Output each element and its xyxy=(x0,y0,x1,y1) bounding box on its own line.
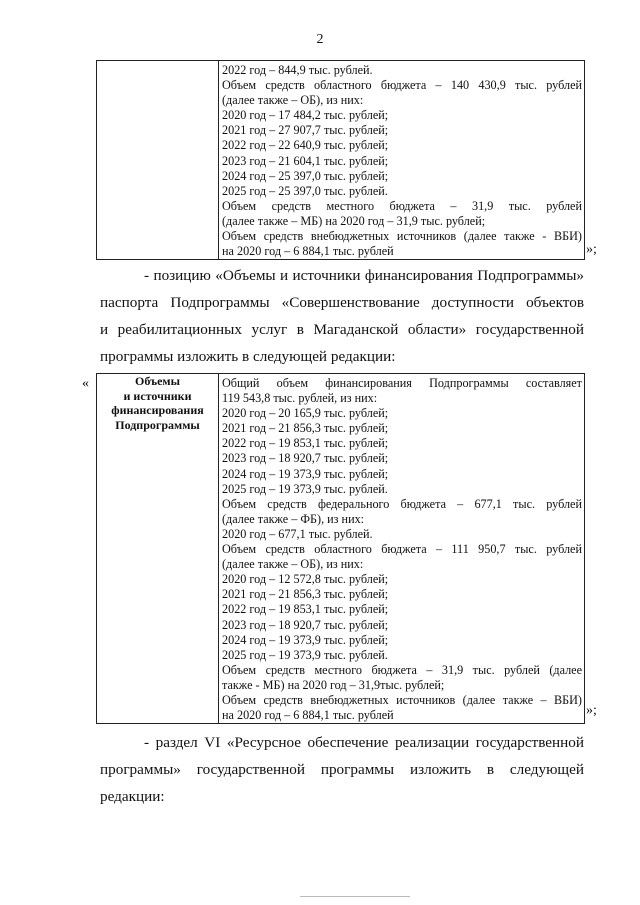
top-line-3: (далее также – ОБ), из них: xyxy=(222,93,364,108)
bottom-line-5: 2022 год – 19 853,1 тыс. рублей; xyxy=(222,436,389,451)
footer-divider xyxy=(300,896,410,897)
bottom-line-22: Объем средств внебюджетных источников (далее также – ВБИ) xyxy=(222,692,582,707)
bottom-line-11: 2020 год – 677,1 тыс. рублей. xyxy=(222,526,373,541)
bottom-line-10: (далее также – ФБ), из них: xyxy=(222,511,365,526)
bottom-line-20: Объем средств местного бюджета – 31,9 тыс. рублей (далее xyxy=(222,662,582,677)
label-line-3: финансирования xyxy=(111,403,204,417)
paragraph-1-line-4: программы изложить в следующей редакции: xyxy=(100,348,396,365)
bottom-close-quote: »; xyxy=(586,703,597,718)
paragraph-2-line-3: редакции: xyxy=(100,788,165,805)
funding-content-cell xyxy=(219,374,585,724)
label-line-4: Подпрограммы xyxy=(115,417,200,432)
top-line-1: 2022 год – 844,9 тыс. рублей. xyxy=(222,63,373,77)
top-content-cell xyxy=(219,61,585,260)
paragraph-1-line-2: паспорта Подпрограммы «Совершенствование доступности объектов xyxy=(100,294,584,311)
top-line-12: Объем средств внебюджетных источников (далее также - ВБИ) xyxy=(222,229,582,244)
paragraph-2-line-1: - раздел VI «Ресурсное обеспечение реализации государственной xyxy=(144,734,584,751)
top-funding-table xyxy=(96,60,585,260)
label-line-1: Объемы xyxy=(135,374,180,388)
bottom-line-8: 2025 год – 19 373,9 тыс. рублей. xyxy=(222,481,388,496)
bottom-line-19: 2025 год – 19 373,9 тыс. рублей. xyxy=(222,647,388,662)
bottom-line-7: 2024 год – 19 373,9 тыс. рублей; xyxy=(222,466,389,481)
bottom-line-3: 2020 год – 20 165,9 тыс. рублей; xyxy=(222,406,389,421)
paragraph-1 xyxy=(100,262,584,370)
bottom-line-18: 2024 год – 19 373,9 тыс. рублей; xyxy=(222,632,389,647)
subprogram-funding-table xyxy=(96,373,585,724)
top-line-8: 2024 год – 25 397,0 тыс. рублей; xyxy=(222,168,389,183)
top-close-quote: »; xyxy=(586,242,597,257)
top-line-7: 2023 год – 21 604,1 тыс. рублей; xyxy=(222,153,389,168)
top-line-2: Объем средств областного бюджета – 140 430,9 тыс. рублей xyxy=(222,78,582,93)
paragraph-2 xyxy=(100,729,584,810)
bottom-line-13: (далее также – ОБ), из них: xyxy=(222,557,364,572)
label-line-2: и источники xyxy=(123,388,192,403)
bottom-line-15: 2021 год – 21 856,3 тыс. рублей; xyxy=(222,587,389,602)
funding-label-cell xyxy=(97,374,219,724)
bottom-line-21: также - МБ) на 2020 год – 31,9тыс. рублей; xyxy=(222,677,445,692)
top-label-cell xyxy=(97,61,219,260)
bottom-open-quote: « xyxy=(82,376,89,391)
bottom-line-16: 2022 год – 19 853,1 тыс. рублей; xyxy=(222,602,389,617)
bottom-line-6: 2023 год – 18 920,7 тыс. рублей; xyxy=(222,451,389,466)
page-number: 2 xyxy=(316,32,324,47)
paragraph-1-line-1: - позицию «Объемы и источники финансирования Подпрограммы» xyxy=(144,267,584,284)
bottom-line-17: 2023 год – 18 920,7 тыс. рублей; xyxy=(222,617,389,632)
bottom-line-4: 2021 год – 21 856,3 тыс. рублей; xyxy=(222,421,389,436)
top-line-11: (далее также – МБ) на 2020 год – 31,9 тыс. рублей; xyxy=(222,213,486,228)
bottom-line-14: 2020 год – 12 572,8 тыс. рублей; xyxy=(222,572,389,587)
bottom-line-2: 119 543,8 тыс. рублей, из них: xyxy=(222,391,378,406)
paragraph-2-line-2: программы» государственной программы изложить в следующей xyxy=(100,761,584,778)
top-line-5: 2021 год – 27 907,7 тыс. рублей; xyxy=(222,123,389,138)
top-line-9: 2025 год – 25 397,0 тыс. рублей. xyxy=(222,183,388,198)
bottom-line-9: Объем средств федерального бюджета – 677,1 тыс. рублей xyxy=(222,496,582,511)
top-line-6: 2022 год – 22 640,9 тыс. рублей; xyxy=(222,138,389,153)
top-line-10: Объем средств местного бюджета – 31,9 тыс. рублей xyxy=(222,198,582,213)
paragraph-1-line-3: и реабилитационных услуг в Магаданской области» государственной xyxy=(100,321,584,338)
top-line-13: на 2020 год – 6 884,1 тыс. рублей xyxy=(222,244,394,259)
bottom-line-23: на 2020 год – 6 884,1 тыс. рублей xyxy=(222,708,394,723)
top-line-4: 2020 год – 17 484,2 тыс. рублей; xyxy=(222,108,389,123)
bottom-line-12: Объем средств областного бюджета – 111 950,7 тыс. рублей xyxy=(222,542,582,557)
bottom-line-1: Общий объем финансирования Подпрограммы составляет xyxy=(222,376,582,390)
